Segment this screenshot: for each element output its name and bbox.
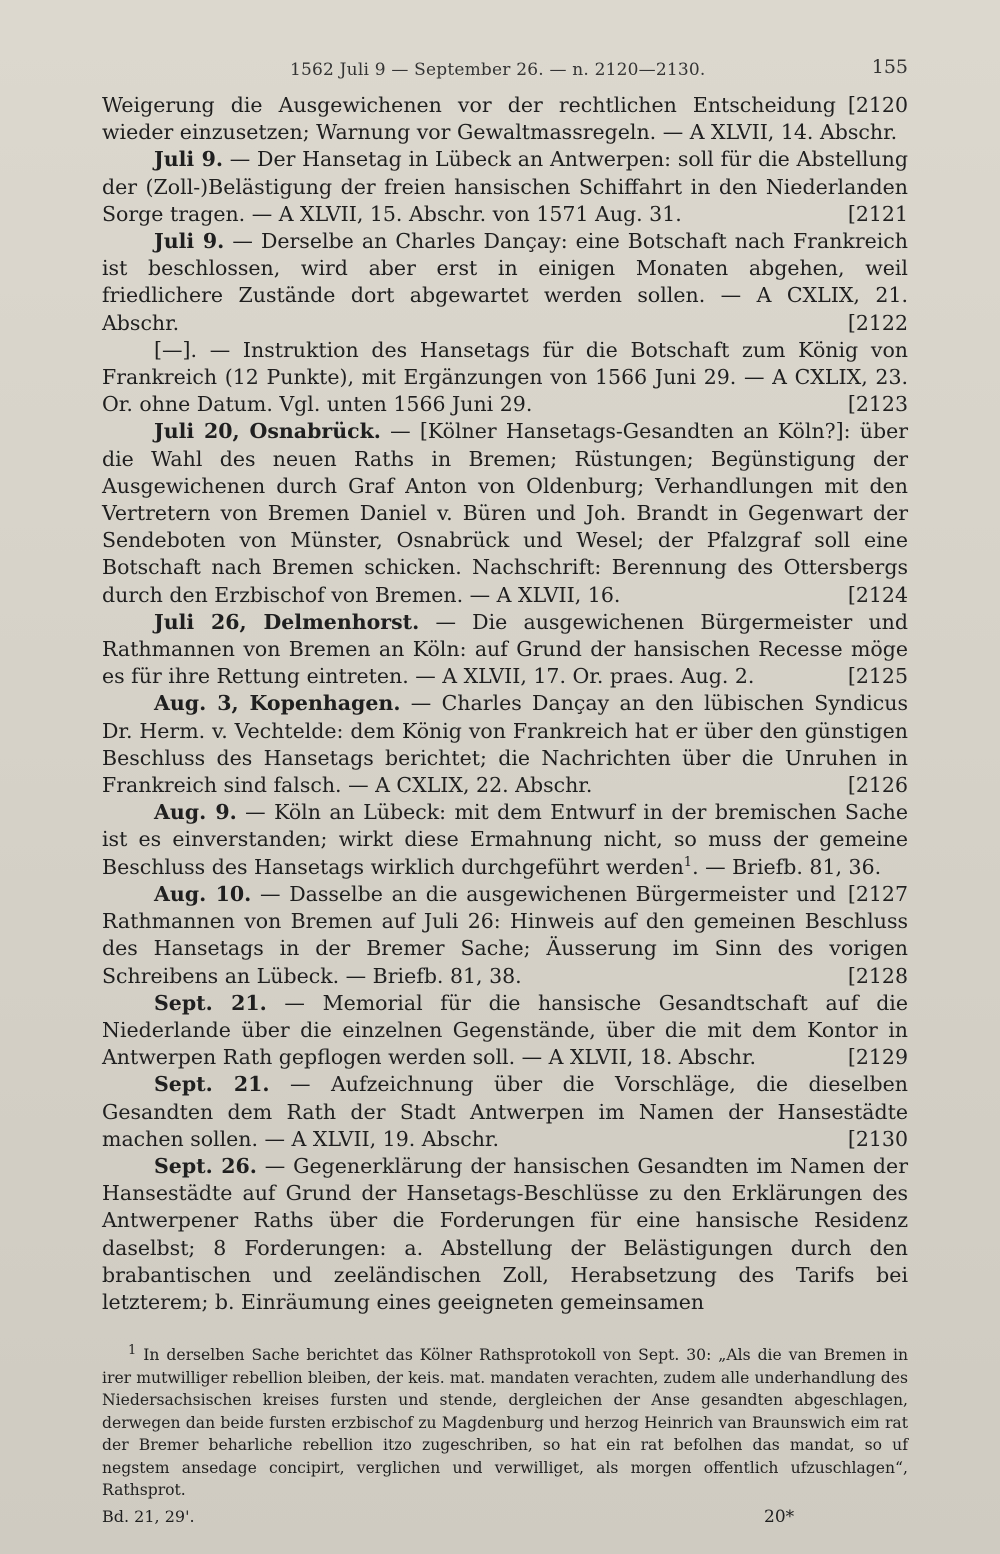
running-head	[102, 52, 908, 92]
entry-text: — Gegenerklärung der hansischen Gesandten im Namen der Hansestädte auf Grund der Hansetags-Beschlüsse zu den Erklärungen des Antwerpener Raths über die Forderungen für eine hansische Residenz daselbst; 8 Forderungen: a. Abstellung der Belästigungen durch den brabantischen und zeeländischen Zoll, Herabsetzung des Tarifs bei letzterem; b. Einräumung eines geeigneten gemeinsamen	[102, 1153, 908, 1314]
page-number: 155	[871, 56, 908, 78]
entry-number: [2130	[847, 1126, 908, 1151]
footnote-marker: 1	[128, 1342, 137, 1358]
entry-text: — Aufzeichnung über die Vorschläge, die dieselben Gesandten dem Rath der Stadt Antwerpen im Namen der Hansestädte machen sollen. — A XLVII, 19. Abschr.	[102, 1072, 908, 1151]
entry-date: Sept. 21.	[154, 1072, 270, 1097]
entry-2123	[102, 337, 908, 419]
entry-number: [2129	[847, 1045, 908, 1070]
entry-2125	[102, 609, 908, 691]
entry-number: [2121	[847, 201, 908, 226]
entry-text: — Köln an Lübeck: mit dem Entwurf in der bremischen Sache ist es einverstanden; wirkt diese Ermahnung nicht, so muss der gemeine Beschluss des Hansetags wirklich durchgeführt werden	[102, 800, 908, 879]
footnote-text: In derselben Sache berichtet das Kölner Rathsprotokoll von Sept. 30: „Als die van Bremen in irer mutwilliger rebellion bleiben, der keis. mat. mandaten verachten, zudem alle underhandlung des Niedersachsischen kreises fursten und stende, dergleichen der Anse gesandten abgeschlagen, derwegen dan beide fursten erzbischof zu Magdenburg und herzog Heinrich van Braunswich eim rat der Bremer beharliche rebellion itzo zugeschriben, so hat ein rat befolhen das mandat, so uf negstem ansedage concipirt, verglichen und verwilliget, als morgen offentlich ufzuschlagen“, Rathsprot.	[102, 1346, 908, 1500]
entry-date: Aug. 3, Kopenhagen.	[154, 691, 401, 716]
entry-text: — Memorial für die hansische Gesandtschaft auf die Niederlande über die einzelnen Gegenstände, über die mit dem Kontor in Antwerpen Rath gepflogen werden soll. — A XLVII, 18. Abschr.	[102, 990, 908, 1070]
entry-date: Sept. 21.	[154, 990, 267, 1015]
entry-date: Juli 26, Delmenhorst.	[154, 609, 420, 634]
entry-2128	[102, 881, 908, 990]
entry-date: Sept. 26.	[154, 1153, 257, 1178]
entry-text: — [Kölner Hansetags-Gesandten an Köln?]: über die Wahl des neuen Raths in Bremen; Rüstungen; Begünstigung der Ausgewichenen durch Graf Anton von Oldenburg; Verhandlungen mit den Vertretern von Bremen Daniel v. Büren und Joh. Brandt in Gegenwart der Sendeboten von Münster, Osnabrück und Wesel; der Pfalzgraf soll eine Botschaft nach Bremen schicken. Nachschrift: Berennung des Ottersbergs durch den Erzbischof von Bremen. — A XLVII, 16.	[102, 419, 908, 607]
entry-date: [—].	[154, 337, 198, 362]
entry-number: [2125	[847, 664, 908, 689]
entry-number: [2122	[847, 310, 908, 335]
entry-date: Aug. 9.	[154, 800, 237, 825]
entry-2124	[102, 418, 908, 608]
entry-2129	[102, 990, 908, 1072]
running-title: 1562 Juli 9 — September 26. — n. 2120—2130.	[290, 60, 706, 80]
footnote-1	[102, 1344, 908, 1502]
entry-text: — Derselbe an Charles Dançay: eine Botschaft nach Frankreich ist beschlossen, wird aber erst in einigen Monaten abgehen, weil friedlichere Zustände dort abgewartet werden sollen. — A CXLIX, 21. Abschr.	[102, 229, 908, 335]
entry-text: — Dasselbe an die ausgewichenen Bürgermeister und Rathmannen von Bremen auf Juli 26: Hinweis auf den gemeinen Beschluss des Hansetags in der Bremer Sache; Äusserung im Sinn des vorigen Schreibens an Lübeck. — Briefb. 81, 38.	[102, 881, 908, 988]
entry-date: Juli 9.	[154, 147, 223, 172]
entry-text: — Charles Dançay an den lübischen Syndicus Dr. Herm. v. Vechtelde: dem König von Frankreich hat er über den günstigen Beschluss des Hansetags berichtet; die Nachrichten über die Unruhen in Frankreich sind falsch. — A CXLIX, 22. Abschr.	[102, 691, 908, 798]
entry-text: — Instruktion des Hansetags für die Botschaft zum König von Frankreich (12 Punkte), mit Ergänzungen von 1566 Juni 29. — A CXLIX, 23. Or. ohne Datum. Vgl. unten 1566 Juni 29.	[102, 337, 908, 417]
footnotes	[102, 1344, 908, 1536]
regesta-entries	[102, 92, 908, 1316]
entry-date: Juli 9.	[154, 229, 225, 254]
entry-number: [2128	[847, 963, 908, 988]
entry-date: Aug. 10.	[154, 881, 252, 906]
entry-text-after: . — Briefb. 81, 36.	[692, 854, 882, 879]
entry-2122	[102, 228, 908, 337]
entry-number: [2127	[847, 881, 908, 906]
entry-number: [2120	[847, 93, 908, 117]
entry-2126	[102, 690, 908, 799]
footnote-reference[interactable]: 1	[683, 854, 693, 870]
entry-2131-start	[102, 1153, 908, 1316]
entry-number: [2126	[847, 773, 908, 798]
signature-mark: 20*	[764, 1506, 795, 1527]
entry-text: — Die ausgewichenen Bürgermeister und Rathmannen von Bremen an Köln: auf Grund der hansischen Recesse möge es für ihre Rettung eintreten. — A XLVII, 17. Or. praes. Aug. 2.	[102, 609, 908, 689]
entry-date: Juli 20, Osnabrück.	[154, 419, 381, 444]
entry-text: — Der Hansetag in Lübeck an Antwerpen: soll für die Abstellung der (Zoll-)Belästigung der freien hansischen Schiffahrt in den Niederlanden Sorge tragen. — A XLVII, 15. Abschr. von 1571 Aug. 31.	[102, 147, 909, 226]
entry-2130	[102, 1071, 908, 1153]
footnote-end-line	[102, 1506, 908, 1536]
entry-text: Weigerung die Ausgewichenen vor der rechtlichen Entscheidung wieder einzusetzen; Warnung vor Gewaltmassregeln. — A XLVII, 14. Abschr.	[102, 93, 898, 145]
footnote-end: Bd. 21, 29'.	[102, 1506, 195, 1526]
entry-number: [2124	[847, 582, 908, 607]
entry-number: [2123	[847, 392, 908, 417]
entry-2121	[102, 146, 908, 228]
entry-2120	[102, 92, 908, 146]
